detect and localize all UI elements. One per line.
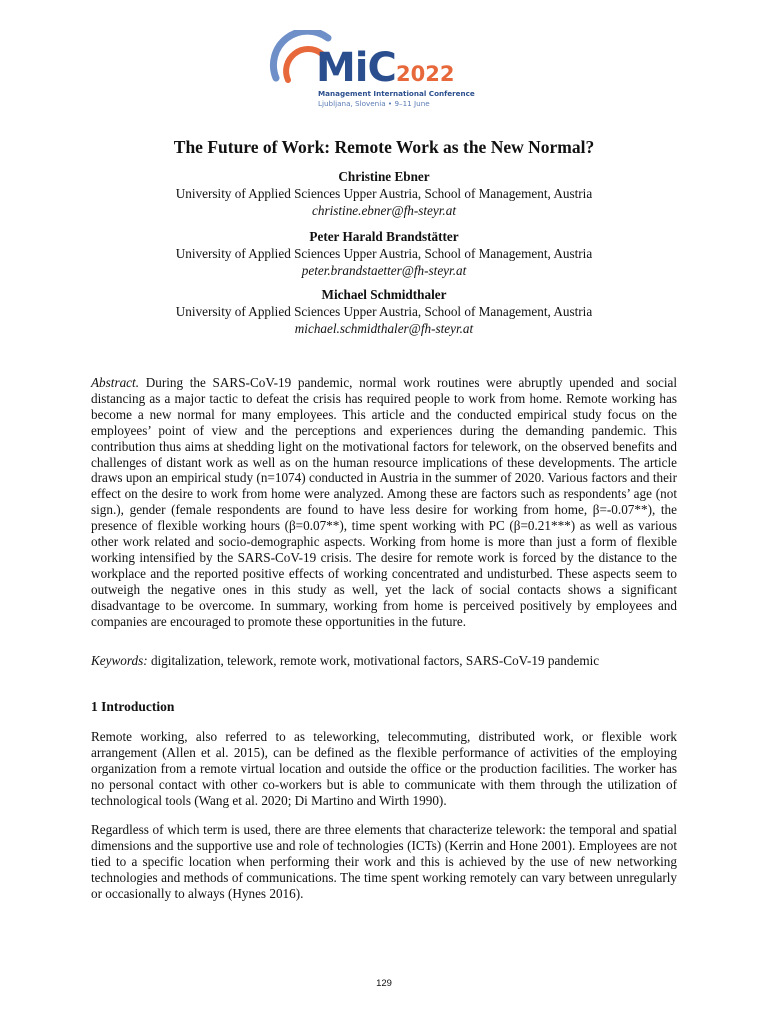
logo-year: 2022 xyxy=(396,62,455,86)
body-paragraph: Regardless of which term is used, there are three elements that characterize telework: the temporal and spatial dimensions and the supportive use and role of technologies (ICTs) (Kerrin and Hone 2001). Employees are not tied to a specific location when performing their work and this is achieved by the use of new networking technologies and methods of communications. The time spent working remotely can vary between unregularly or occasionally to always (Hynes 2016). xyxy=(91,822,677,901)
logo-conference-name: Management International Conference xyxy=(318,89,475,98)
author-block xyxy=(0,228,768,279)
keywords-label: Keywords: xyxy=(91,653,148,668)
body-paragraph: Remote working, also referred to as teleworking, telecommuting, distributed work, or flexible work arrangement (Allen et al. 2015), can be defined as the flexible performance of activities of the employing organization from a remote virtual location and outside the office or the production facilities. The worker has no personal contact with other co-workers but is able to communicate with them through the utilization of technological tools (Wang et al. 2020; Di Martino and Wirth 1990). xyxy=(91,729,677,808)
page-number: 129 xyxy=(376,978,392,989)
conference-logo xyxy=(268,30,508,112)
logo-location: Ljubljana, Slovenia • 9–11 June xyxy=(318,99,430,108)
author-email[interactable]: christine.ebner@fh-steyr.at xyxy=(312,203,456,218)
author-block xyxy=(0,286,768,337)
abstract xyxy=(91,375,677,630)
keywords-text: digitalization, telework, remote work, motivational factors, SARS-CoV-19 pandemic xyxy=(150,653,600,668)
logo-wordmark: MiC xyxy=(316,45,396,91)
author-affiliation: University of Applied Sciences Upper Austria, School of Management, Austria xyxy=(175,246,593,261)
author-email[interactable]: peter.brandstaetter@fh-steyr.at xyxy=(301,263,467,278)
author-block xyxy=(0,168,768,219)
author-email[interactable]: michael.schmidthaler@fh-steyr.at xyxy=(294,321,474,336)
author-name: Christine Ebner xyxy=(338,169,430,184)
abstract-text: During the SARS-CoV-19 pandemic, normal work routines were abruptly upended and social distancing as a major tactic to defeat the crisis has required people to work from home. Remote working has become a new normal for many employees. This article and the conducted empirical study focus on the employees’ point of view and the perceptions and experiences during the demanding pandemic. This contribution thus aims at shedding light on the motivational factors for telework, on the observed benefits and challenges of distant work as well as on the human resource implications of these developments. The article draws upon an empirical study (n=1074) conducted in Austria in the summer of 2020. Various factors and their effect on the desire to work from home were analyzed. Among these are factors such as respondents’ age (not sign.), gender (female respondents are found to have less desire for working from home, β=-0.07**), the presence of flexible working hours (β=0.07**), time spent working with PC (β=0.21***) as well as various other work related and socio-demographic aspects. Working from home is more than just a form of flexible working intensified by the SARS-CoV-19 crisis. The desire for remote work is forced by the distance to the workplace and the reported positive effects of working concentrated and undisturbed. These aspects seem to outweigh the negative ones in this study as well, yet the lack of social contacts shows a significant disadvantage to be overcome. In summary, working from home is perceived positively by employees and companies are encouraged to promote these opportunities in the future. xyxy=(91,375,678,629)
author-affiliation: University of Applied Sciences Upper Austria, School of Management, Austria xyxy=(175,304,593,319)
paper-title: The Future of Work: Remote Work as the New Normal? xyxy=(173,137,595,157)
author-name: Michael Schmidthaler xyxy=(321,287,447,302)
abstract-label: Abstract. xyxy=(91,375,139,390)
author-name: Peter Harald Brandstätter xyxy=(309,229,459,244)
author-affiliation: University of Applied Sciences Upper Austria, School of Management, Austria xyxy=(175,186,593,201)
section-heading: 1 Introduction xyxy=(91,699,175,714)
keywords xyxy=(91,653,677,669)
